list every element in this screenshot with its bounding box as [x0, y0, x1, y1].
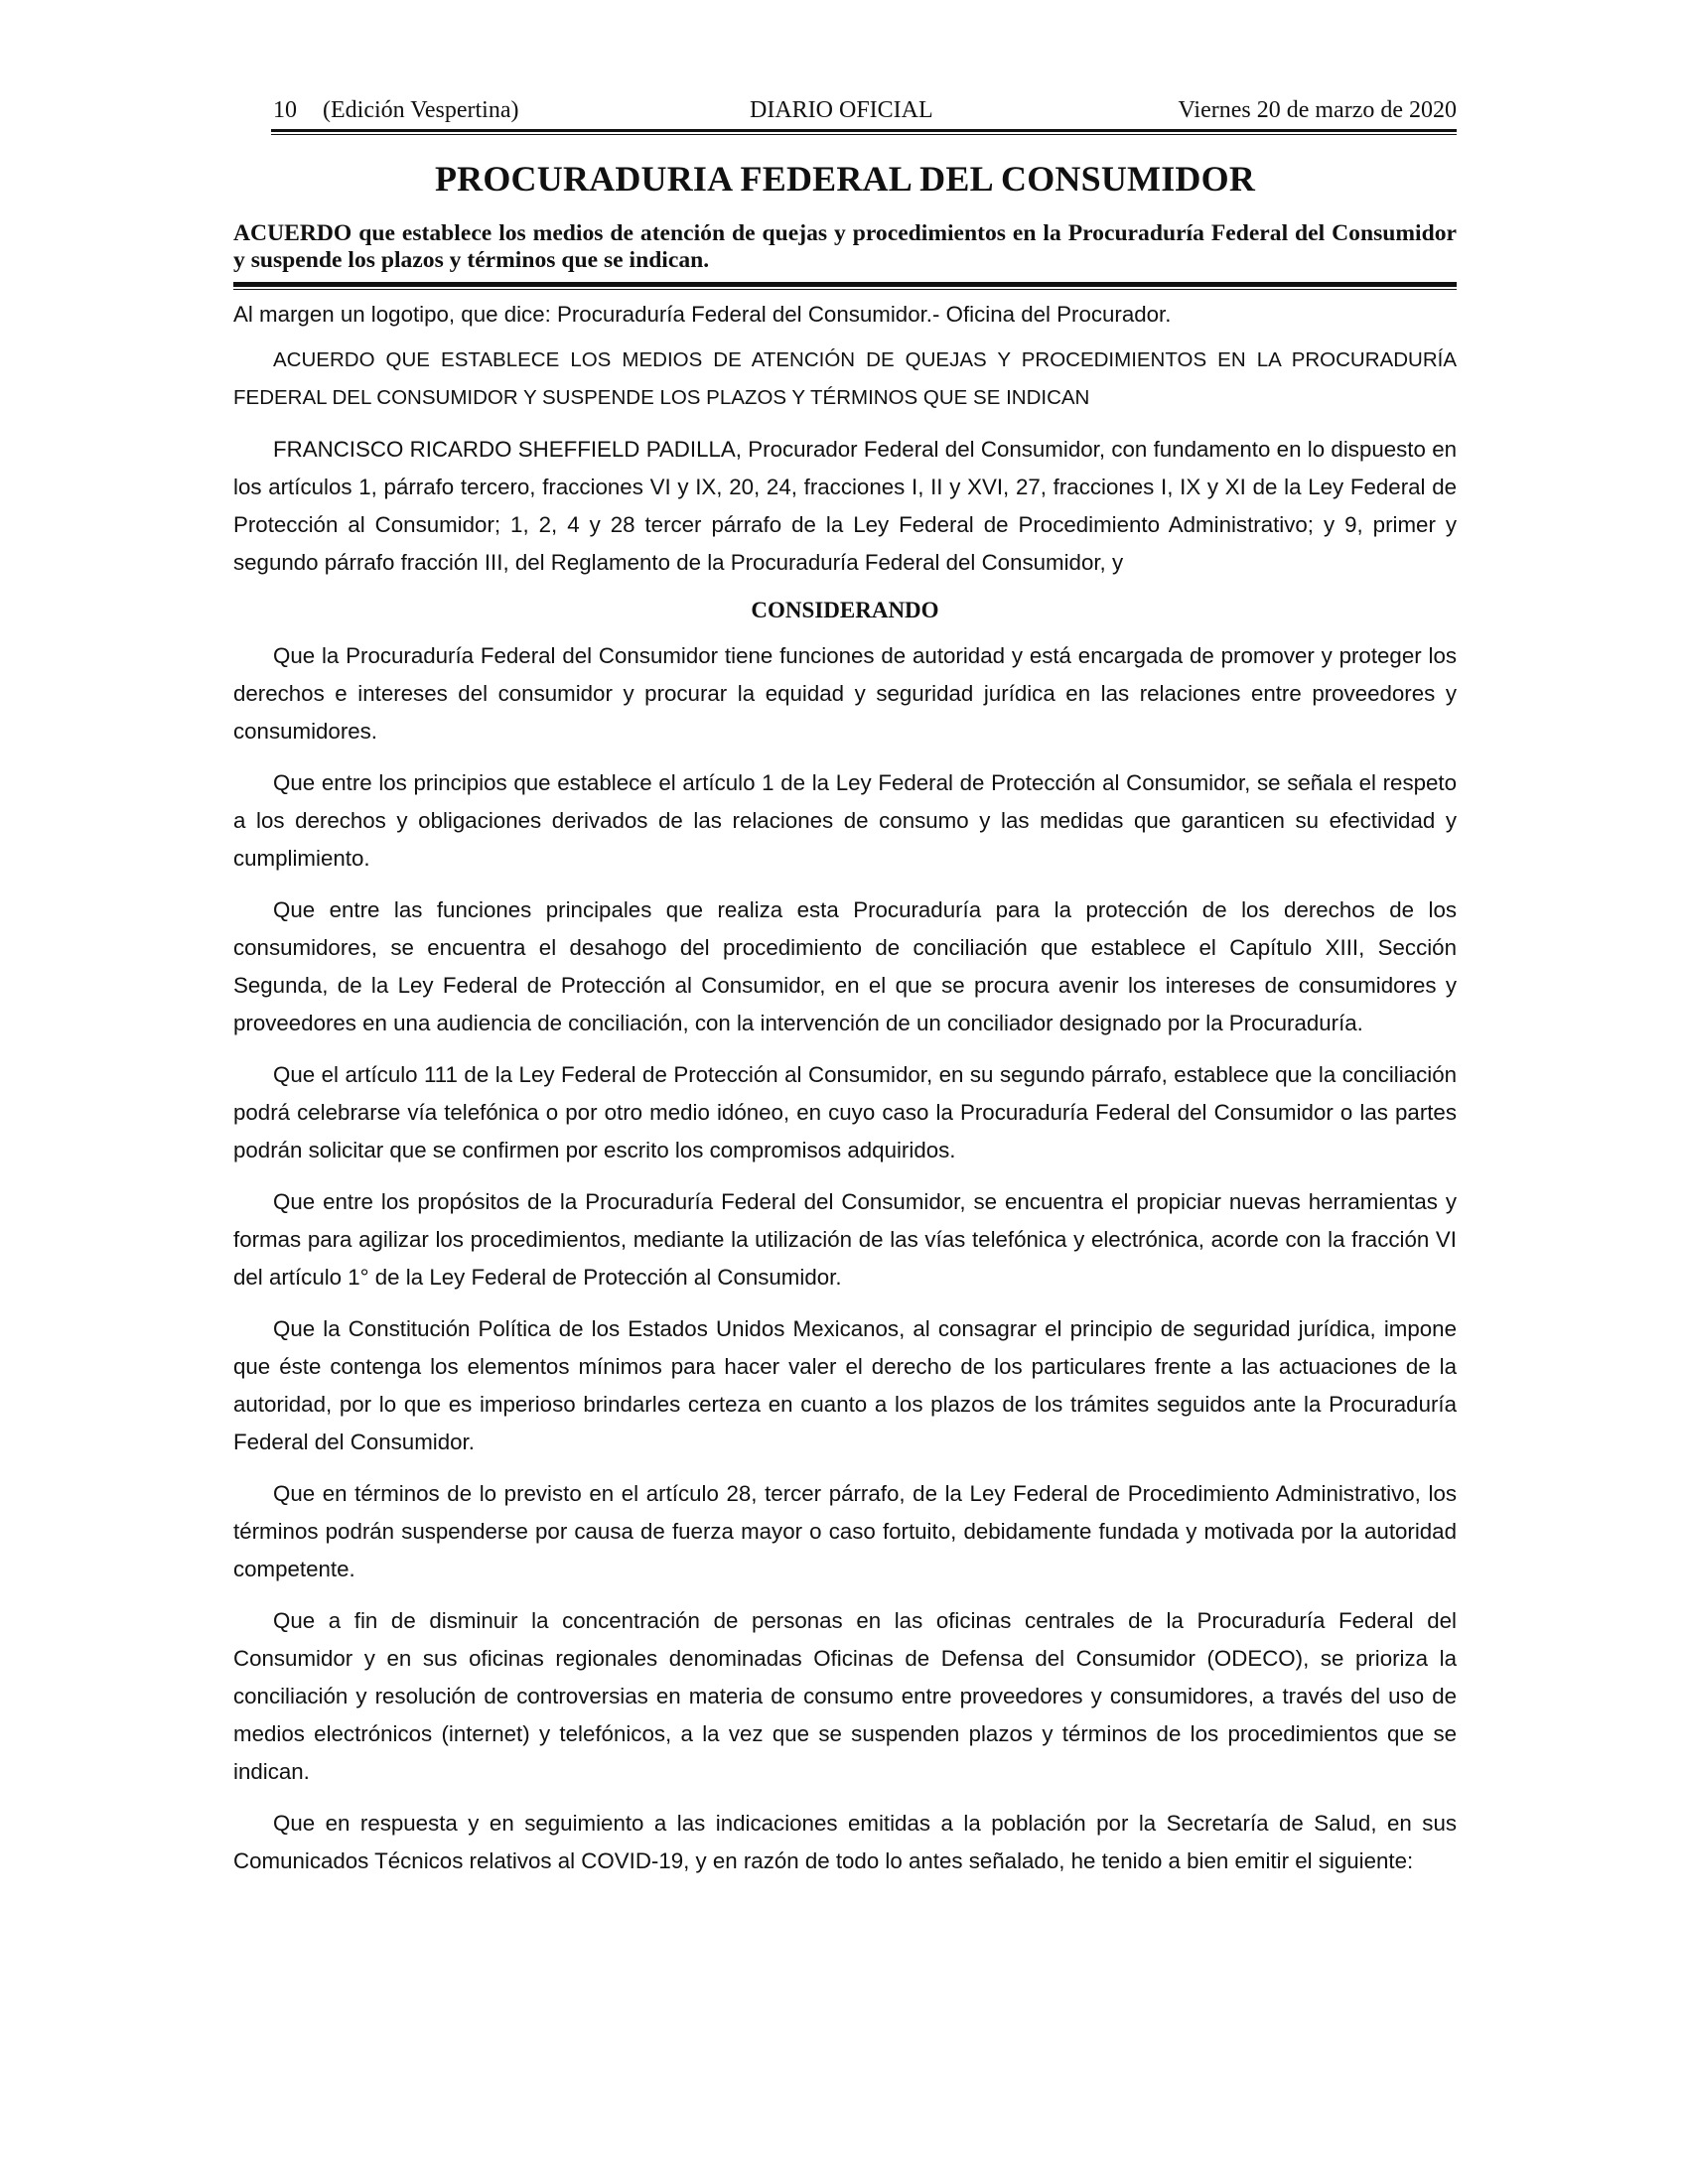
edition-label: (Edición Vespertina): [323, 97, 519, 123]
considerando-paragraph: Que el artículo 111 de la Ley Federal de Protección al Consumidor, en su segundo párrafo, establece que la conciliación podrá celebrarse vía telefónica o por otro medio idóneo, en cuyo caso la Procuraduría Federal del Consumidor o las partes podrán solicitar que se confirmen por escrito los compromisos adquiridos.: [233, 1062, 1457, 1162]
considerando-paragraph: Que entre las funciones principales que realiza esta Procuraduría para la protección de los derechos de los consumidores, se encuentra el desahogo del procedimiento de conciliación que establece el Capítulo XIII, Sección Segunda, de la Ley Federal de Protección al Consumidor, en el que se procura avenir los intereses de consumidores y proveedores en una audiencia de conciliación, con la intervención de un conciliador designado por la Procuraduría.: [233, 897, 1457, 1035]
considerando-paragraph: Que la Procuraduría Federal del Consumidor tiene funciones de autoridad y está encargada de promover y proteger los derechos e intereses del consumidor y procurar la equidad y seguridad jurídica en las relaciones entre proveedores y consumidores.: [233, 643, 1457, 744]
header-left: [273, 95, 519, 125]
logo-note: Al margen un logotipo, que dice: Procuraduría Federal del Consumidor.- Oficina del Procurador.: [233, 302, 1172, 327]
considerando-paragraph: Que en respuesta y en seguimiento a las indicaciones emitidas a la población por la Secretaría de Salud, en sus Comunicados Técnicos relativos al COVID-19, y en razón de todo lo antes señalado, he tenido a bien emitir el siguiente:: [233, 1811, 1457, 1873]
page-number: 10: [273, 97, 297, 123]
header-divider: [271, 129, 1457, 135]
summary-text: que establece los medios de atención de quejas y procedimientos en la Procuraduría Federal del Consumidor y suspende los plazos y términos que se indican.: [233, 220, 1457, 273]
summary-divider: [233, 282, 1457, 290]
running-header: [233, 95, 1457, 129]
section-title: PROCURADURIA FEDERAL DEL CONSUMIDOR: [434, 159, 1256, 199]
considerando-paragraph: Que a fin de disminuir la concentración de personas en las oficinas centrales de la Procuraduría Federal del Consumidor y en sus oficinas regionales denominadas Oficinas de Defensa del Consumidor (ODECO), se prioriza la conciliación y resolución de controversias en materia de consumo entre proveedores y consumidores, a través del uso de medios electrónicos (internet) y telefónicos, a la vez que se suspenden plazos y términos de los procedimientos que se indican.: [233, 1608, 1457, 1784]
summary-lead: ACUERDO: [233, 220, 352, 246]
considerando-heading: CONSIDERANDO: [751, 598, 939, 622]
agreement-caps-heading: ACUERDO QUE ESTABLECE LOS MEDIOS DE ATENCIÓN DE QUEJAS Y PROCEDIMIENTOS EN LA PROCURADURÍA FEDERAL DEL CONSUMIDOR Y SUSPENDE LOS PLAZOS Y TÉRMINOS QUE SE INDICAN: [233, 348, 1457, 409]
document-body: [233, 296, 1457, 1880]
document-page: [233, 95, 1457, 1880]
agreement-summary: [233, 220, 1457, 274]
publication-name: DIARIO OFICIAL: [750, 97, 933, 123]
publication-date: Viernes 20 de marzo de 2020: [1178, 97, 1457, 123]
considerando-paragraph: Que en términos de lo previsto en el artículo 28, tercer párrafo, de la Ley Federal de Procedimiento Administrativo, los términos podrán suspenderse por causa de fuerza mayor o caso fortuito, debidamente fundada y motivada por la autoridad competente.: [233, 1481, 1457, 1581]
considerando-paragraph: Que entre los principios que establece el artículo 1 de la Ley Federal de Protección al Consumidor, se señala el respeto a los derechos y obligaciones derivados de las relaciones de consumo y las medidas que garanticen su efectividad y cumplimiento.: [233, 770, 1457, 871]
considerando-paragraph: Que la Constitución Política de los Estados Unidos Mexicanos, al consagrar el principio de seguridad jurídica, impone que éste contenga los elementos mínimos para hacer valer el derecho de los particulares frente a las actuaciones de la autoridad, por lo que es imperioso brindarles certeza en cuanto a los plazos de los trámites seguidos ante la Procuraduría Federal del Consumidor.: [233, 1316, 1457, 1454]
considerando-paragraph: Que entre los propósitos de la Procuraduría Federal del Consumidor, se encuentra el propiciar nuevas herramientas y formas para agilizar los procedimientos, mediante la utilización de las vías telefónica y electrónica, acorde con la fracción VI del artículo 1° de la Ley Federal de Protección al Consumidor.: [233, 1189, 1457, 1290]
preamble-paragraph: FRANCISCO RICARDO SHEFFIELD PADILLA, Procurador Federal del Consumidor, con fundamento en lo dispuesto en los artículos 1, párrafo tercero, fracciones VI y IX, 20, 24, fracciones I, II y XVI, 27, fracciones I, IX y XI de la Ley Federal de Protección al Consumidor; 1, 2, 4 y 28 tercer párrafo de la Ley Federal de Procedimiento Administrativo; y 9, primer y segundo párrafo fracción III, del Reglamento de la Procuraduría Federal del Consumidor, y: [233, 437, 1457, 575]
